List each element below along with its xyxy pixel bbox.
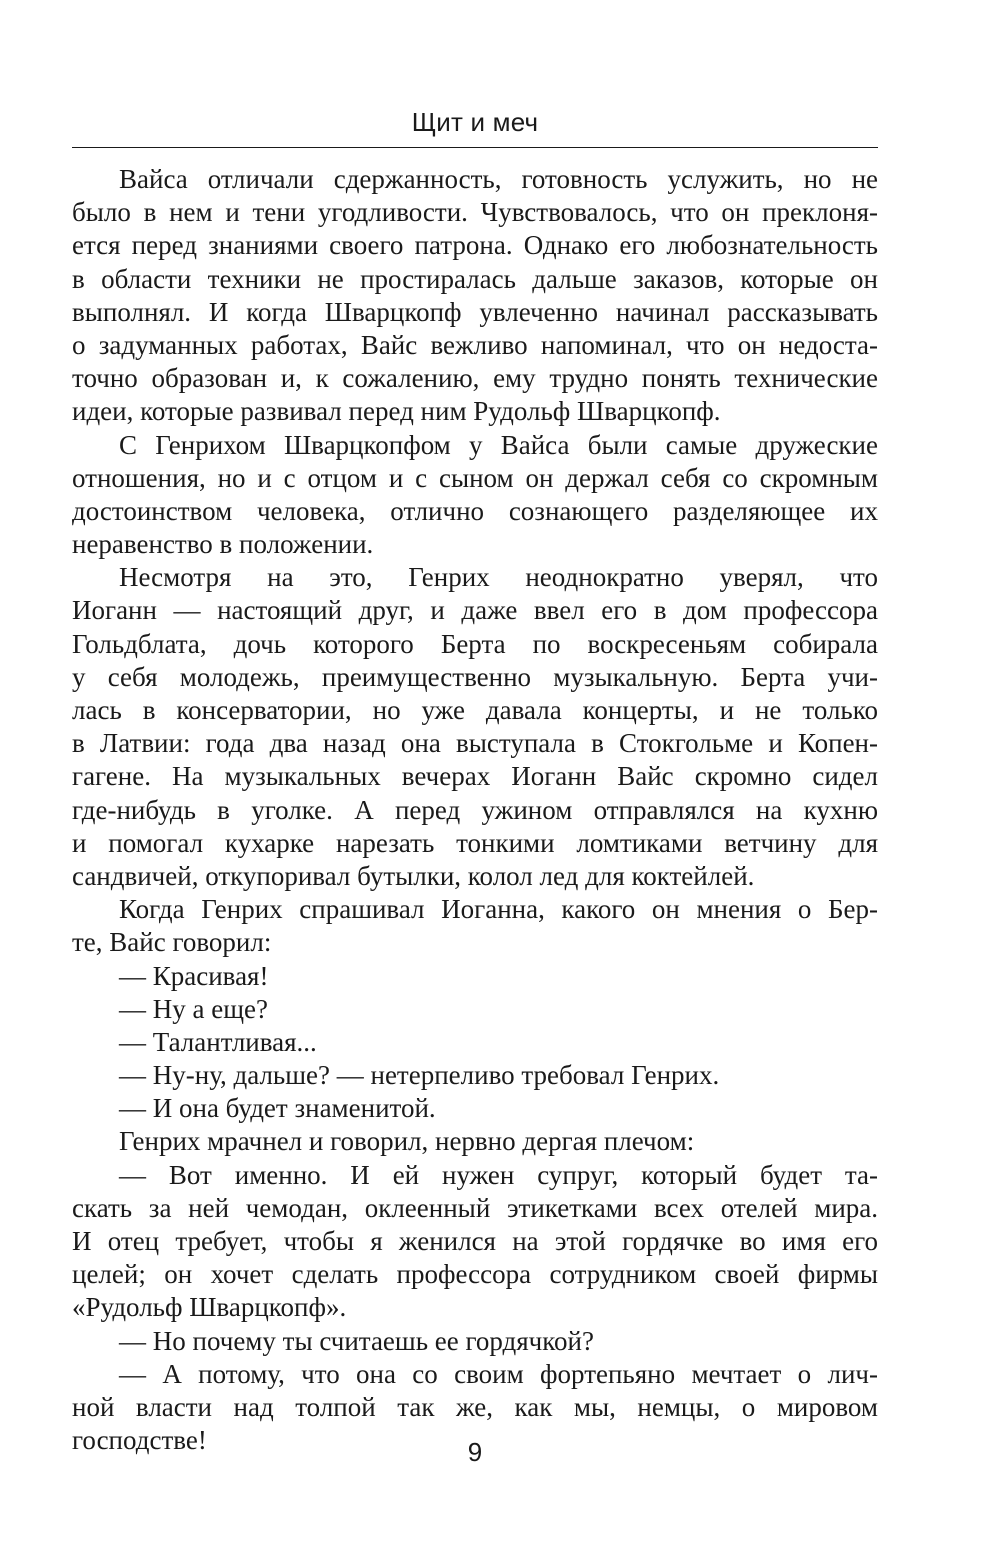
paragraph: [72, 429, 878, 562]
running-header: Щит и меч: [411, 107, 539, 137]
dialogue-line: [72, 993, 878, 1026]
text-line: у себя молодежь, преимущественно музыкальную. Берта учи-: [72, 661, 878, 692]
text-line: точно образован и, к сожалению, ему трудно понять технические: [72, 363, 878, 394]
text-line: ной власти над толпой так же, как мы, немцы, о мировом: [72, 1391, 878, 1422]
dialogue-line: [72, 1026, 878, 1059]
text-line: и помогал кухарке нарезать тонкими ломтиками ветчину для: [72, 827, 878, 858]
dialogue-line: [72, 1059, 878, 1092]
paragraph: [72, 163, 878, 429]
text-line: было в нем и тени угодливости. Чувствовалось, что он преклоня-: [72, 197, 878, 228]
text-line: — А потому, что она со своим фортепьяно мечтает о лич-: [119, 1358, 878, 1389]
paragraph: [72, 1125, 878, 1158]
text-line: где-нибудь в уголке. А перед ужином отправлялся на кухню: [72, 794, 878, 825]
text-line: — Красивая!: [119, 960, 269, 991]
paragraph: [72, 561, 878, 893]
header-rule: [72, 147, 878, 148]
text-line: ется перед знаниями своего патрона. Однако его любознательность: [72, 230, 878, 261]
text-line: гагене. На музыкальных вечерах Иоганн Вайс скромно сидел: [72, 761, 878, 792]
text-line: в Латвии: года два назад она выступала в Стокгольме и Копен-: [72, 728, 878, 759]
text-line: выполнял. И когда Шварцкопф увлеченно начинал рассказывать: [72, 296, 878, 327]
text-line: «Рудольф Шварцкопф».: [72, 1292, 347, 1323]
text-line: неравенство в положении.: [72, 529, 374, 560]
text-line: те, Вайс говорил:: [72, 927, 272, 958]
text-line: в области техники не простиралась дальше заказов, которые он: [72, 263, 878, 294]
text-line: Генрих мрачнел и говорил, нервно дергая плечом:: [119, 1126, 695, 1157]
text-line: лась в консерватории, но уже давала концерты, и не только: [72, 695, 878, 725]
text-line: скать за ней чемодан, оклеенный этикетками всех отелей мира.: [72, 1192, 878, 1223]
text-line: Гольдблата, дочь которого Берта по воскресеньям собирала: [72, 628, 878, 659]
page-number: 9: [467, 1437, 483, 1467]
text-line: — Ну-ну, дальше? — нетерпеливо требовал Генрих.: [119, 1060, 720, 1091]
text-line: — Вот именно. И ей нужен супруг, который будет та-: [119, 1159, 878, 1190]
text-line: И отец требует, чтобы я женился на этой гордячке во имя его: [72, 1226, 878, 1256]
text-line: С Генрихом Шварцкопфом у Вайса были самые дружеские: [119, 429, 878, 460]
dialogue-line: [72, 960, 878, 993]
page-body: [72, 163, 878, 1457]
text-line: идеи, которые развивал перед ним Рудольф Шварцкопф.: [72, 396, 721, 427]
text-line: — И она будет знаменитой.: [119, 1093, 436, 1124]
text-line: — Талантливая...: [119, 1026, 317, 1057]
text-line: о задуманных работах, Вайс вежливо напоминал, что он недоста-: [72, 329, 878, 360]
text-line: Иоганн — настоящий друг, и даже ввел его в дом профессора: [72, 595, 878, 626]
text-line: целей; он хочет сделать профессора сотрудником своей фирмы: [72, 1259, 878, 1290]
text-line: — Но почему ты считаешь ее гордячкой?: [119, 1325, 594, 1356]
dialogue-line: [72, 1325, 878, 1358]
text-line: — Ну а еще?: [119, 993, 268, 1024]
text-line: Когда Генрих спрашивал Иоганна, какого он мнения о Бер-: [119, 894, 878, 925]
dialogue-line: [72, 1092, 878, 1125]
text-line: достоинством человека, отлично сознающего разделяющее их: [72, 495, 878, 526]
paragraph: [72, 893, 878, 959]
text-line: Несмотря на это, Генрих неоднократно уверял, что: [119, 562, 878, 593]
text-line: отношения, но и с отцом и с сыном он держал себя со скромным: [72, 462, 878, 493]
text-line: сандвичей, откупоривал бутылки, колол лед для коктейлей.: [72, 860, 755, 891]
text-line: Вайса отличали сдержанность, готовность услужить, но не: [119, 164, 878, 194]
dialogue-line: [72, 1159, 878, 1325]
text-line: господстве!: [72, 1425, 207, 1456]
